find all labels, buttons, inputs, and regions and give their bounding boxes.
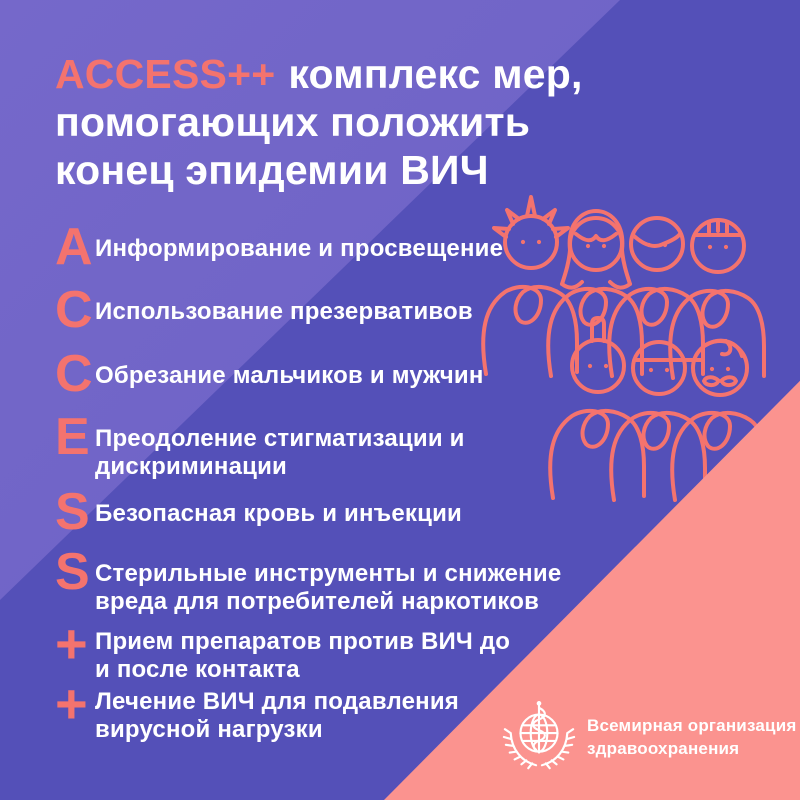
title-accent: ACCESS++ bbox=[55, 51, 276, 97]
eye bbox=[588, 364, 592, 368]
page-title bbox=[55, 50, 675, 194]
eye bbox=[586, 244, 590, 248]
who-emblem-icon bbox=[500, 698, 578, 776]
item-line: вирусной нагрузки bbox=[95, 716, 323, 743]
list-item-a bbox=[55, 218, 504, 276]
eye bbox=[602, 244, 606, 248]
eye bbox=[724, 245, 728, 249]
eye bbox=[537, 240, 541, 244]
eye bbox=[665, 368, 669, 372]
item-line: вреда для потребителей наркотиков bbox=[95, 588, 540, 615]
bullet-letter: S bbox=[55, 483, 90, 541]
list-item-c2 bbox=[55, 345, 484, 403]
eye bbox=[710, 367, 714, 371]
item-line: Использование презервативов bbox=[95, 298, 473, 325]
list-item-c1 bbox=[55, 281, 473, 339]
plus-icon: + bbox=[55, 672, 88, 735]
item-line: Лечение ВИЧ для подавления bbox=[95, 688, 459, 715]
person-mohawk bbox=[550, 318, 644, 498]
eye bbox=[649, 368, 653, 372]
bullet-letter: C bbox=[55, 281, 93, 339]
fringe-hair bbox=[634, 234, 680, 246]
who-org-line-1: Всемирная организация bbox=[587, 716, 797, 735]
item-line: дискриминации bbox=[95, 453, 287, 480]
bullet-letter: A bbox=[55, 218, 93, 276]
eye bbox=[708, 245, 712, 249]
eye bbox=[604, 364, 608, 368]
eye bbox=[663, 243, 667, 247]
item-line: Прием препаратов против ВИЧ до bbox=[95, 628, 511, 655]
item-line: Обрезание мальчиков и мужчин bbox=[95, 362, 484, 389]
who-logo-block bbox=[500, 698, 796, 776]
eye bbox=[647, 243, 651, 247]
item-line: и после контакта bbox=[95, 656, 300, 683]
eye bbox=[726, 367, 730, 371]
person-head bbox=[570, 218, 622, 270]
person-body bbox=[611, 413, 705, 500]
title-line-3: конец эпидемии ВИЧ bbox=[55, 147, 489, 193]
eye bbox=[521, 240, 525, 244]
list-item-e bbox=[55, 408, 465, 481]
person-body bbox=[550, 411, 644, 498]
bullet-letter: C bbox=[55, 345, 93, 403]
who-org-name bbox=[587, 714, 796, 760]
list-item-s1 bbox=[55, 483, 462, 541]
item-line: Преодоление стигматизации и bbox=[95, 425, 465, 452]
plus-icon: + bbox=[55, 612, 88, 675]
list-item-plus1 bbox=[55, 612, 511, 684]
mustache bbox=[704, 377, 736, 385]
item-line: Безопасная кровь и инъекции bbox=[95, 500, 462, 527]
item-line: Стерильные инструменты и снижение bbox=[95, 560, 562, 587]
list-item-plus2 bbox=[55, 672, 459, 744]
bullet-letter: S bbox=[55, 543, 90, 601]
person-body bbox=[548, 289, 642, 376]
item-line: Информирование и просвещение bbox=[95, 235, 504, 262]
person-head bbox=[572, 340, 624, 392]
title-line-1 bbox=[55, 50, 675, 98]
title-rest: комплекс мер, bbox=[288, 51, 583, 97]
who-org-line-2: здравоохранения bbox=[587, 739, 740, 758]
list-item-s2 bbox=[55, 543, 562, 616]
title-line-2: помогающих положить bbox=[55, 99, 531, 145]
bullet-letter: E bbox=[55, 408, 90, 466]
